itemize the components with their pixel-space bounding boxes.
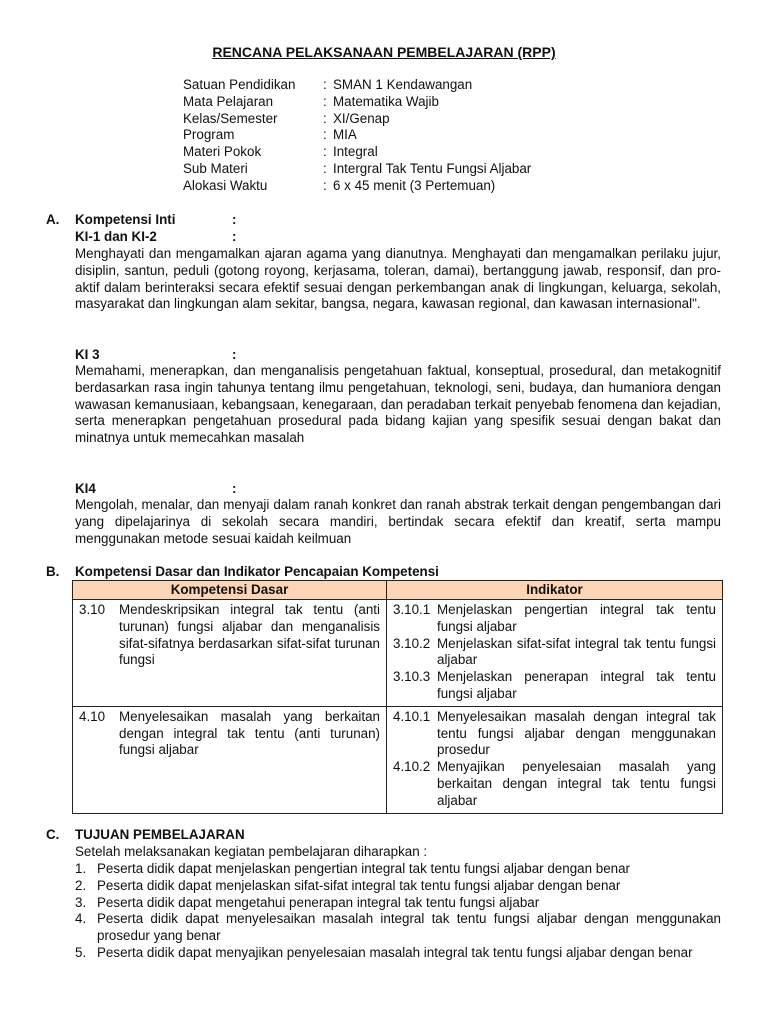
- indicator-text: Menjelaskan pengertian integral tak tentu fungsi aljabar: [437, 602, 716, 634]
- ki4-text: Mengolah, menalar, dan menyaji dalam ranah konkret dan ranah abstrak terkait dengan pengembangan dari yang dipelajarinya di sekolah secara mandiri, bertindak secara efektif dan kreatif, serta mampu menggunakan metode sesuai kaidah keilmuan: [75, 497, 721, 546]
- identity-row: [183, 94, 531, 111]
- indicator-text: Menjelaskan sifat-sifat integral tak tentu fungsi aljabar: [437, 635, 716, 668]
- identity-row: [183, 77, 531, 94]
- heading-colon: :: [232, 229, 237, 244]
- kd-cell: [73, 706, 387, 813]
- ki12-text: Menghayati dan mengamalkan ajaran agama yang dianutnya. Menghayati dan mengamalkan perilaku jujur, disiplin, santun, peduli (gotong royong, kerjasama, toleran, damai), bertanggung jawab, responsif, dan pro-aktif dalam berinteraksi secara efektif sesuai dengan perkembangan anak di lingkungan, keluarga, sekolah, masyarakat dan lingkungan alam sekitar, bangsa, negara, kawasan regional, dan kawasan internasional".: [75, 246, 721, 312]
- identity-colon: :: [323, 93, 327, 109]
- list-item: [75, 895, 721, 912]
- kd-text: Mendeskripsikan integral tak tentu (anti turunan) fungsi aljabar dan menganalisis sifat-sifatnya berdasarkan sifat-sifat turunan fungsi: [119, 602, 380, 668]
- indicator-item: [393, 759, 716, 809]
- ki4-heading: [75, 481, 236, 498]
- table-row: [73, 706, 723, 813]
- ki3-label: KI 3: [75, 347, 100, 362]
- identity-block: [183, 77, 531, 195]
- kd-number: 3.10: [79, 602, 106, 617]
- indicator-text: Menyajikan penyelesaian masalah yang berkaitan dengan integral tak tentu fungsi aljabar: [437, 759, 716, 808]
- kd-cell: [73, 600, 387, 707]
- indicator-item: [393, 709, 716, 759]
- list-number: 4.: [75, 911, 87, 927]
- kd-text: Menyelesaikan masalah yang berkaitan dengan integral tak tentu (anti turunan) fungsi aljabar: [119, 708, 380, 758]
- section-title: Kompetensi Dasar dan Indikator Pencapaian Kompetensi: [75, 564, 439, 579]
- indicator-number: 3.10.3: [393, 669, 431, 685]
- identity-row: [183, 144, 531, 161]
- section-c-heading: [46, 827, 245, 844]
- indicator-number: 3.10.2: [393, 635, 431, 651]
- competency-table: [72, 580, 722, 814]
- list-text: Peserta didik dapat menjelaskan pengertian integral tak tentu fungsi aljabar dengan benar: [97, 861, 631, 876]
- identity-label: Sub Materi: [183, 160, 248, 176]
- section-letter: C.: [46, 827, 60, 842]
- list-item: [75, 861, 721, 878]
- heading-colon: :: [232, 212, 237, 227]
- indicator-text: Menyelesaikan masalah dengan integral tak tentu fungsi aljabar dengan menggunakan prosedur: [437, 708, 716, 758]
- identity-value: Integral: [333, 144, 378, 160]
- indicator-cell: [387, 600, 723, 707]
- ki12-heading: [75, 229, 236, 246]
- indicator-number: 3.10.1: [393, 602, 431, 617]
- indicator-number: 4.10.2: [393, 759, 431, 775]
- identity-label: Mata Pelajaran: [183, 93, 274, 109]
- identity-row: [183, 127, 531, 144]
- list-item: [75, 911, 721, 945]
- indicator-item: [393, 669, 716, 703]
- identity-label: Kelas/Semester: [183, 110, 278, 126]
- indicator-number: 4.10.1: [393, 708, 431, 724]
- identity-value: 6 x 45 menit (3 Pertemuan): [333, 177, 496, 193]
- identity-label: Satuan Pendidikan: [183, 77, 296, 92]
- identity-colon: :: [323, 110, 327, 126]
- identity-colon: :: [323, 160, 327, 176]
- indicator-text: Menjelaskan penerapan integral tak tentu fungsi aljabar: [437, 669, 716, 701]
- list-text: Peserta didik dapat menjelaskan sifat-sifat integral tak tentu fungsi aljabar dengan benar: [97, 877, 621, 893]
- list-number: 1.: [75, 861, 87, 876]
- identity-value: SMAN 1 Kendawangan: [333, 77, 473, 92]
- heading-colon: :: [232, 481, 237, 496]
- identity-row: [183, 161, 531, 178]
- col-header-kd: Kompetensi Dasar: [73, 581, 387, 600]
- identity-colon: :: [323, 144, 327, 160]
- ki3-heading: [75, 347, 236, 364]
- section-title: TUJUAN PEMBELAJARAN: [75, 827, 245, 842]
- list-text: Peserta didik dapat mengetahui penerapan integral tak tentu fungsi aljabar: [97, 894, 540, 910]
- section-letter: B.: [46, 564, 60, 579]
- list-text: Peserta didik dapat menyelesaikan masalah integral tak tentu fungsi aljabar dengan menggunakan prosedur yang benar: [97, 911, 721, 944]
- identity-value: Matematika Wajib: [333, 93, 439, 109]
- section-title: Kompetensi Inti: [75, 212, 176, 227]
- identity-colon: :: [323, 177, 327, 193]
- list-text: Peserta didik dapat menyajikan penyelesaian masalah integral tak tentu fungsi aljabar dengan benar: [97, 944, 693, 960]
- indicator-item: [393, 602, 716, 636]
- table-row: [73, 600, 723, 707]
- identity-colon: :: [323, 77, 327, 92]
- list-item: [75, 945, 721, 962]
- section-letter: A.: [46, 212, 60, 227]
- kd-number: 4.10: [79, 708, 106, 724]
- ki3-text: Memahami, menerapkan, dan menganalisis pengetahuan faktual, konseptual, prosedural, dan metakognitif berdasarkan rasa ingin tahunya tentang ilmu pengetahuan, teknologi, seni, budaya, dan humaniora dengan wawasan kemanusiaan, kebangsaan, kenegaraan, dan peradaban terkait penyebab fenomena dan kejadian, serta menerapkan pengetahuan prosedural pada bidang kajian yang spesifik sesuai dengan bakat dan minatnya untuk memecahkan masalah: [75, 363, 721, 446]
- identity-label: Program: [183, 127, 235, 143]
- heading-colon: :: [232, 347, 237, 362]
- section-a-heading: [46, 212, 236, 229]
- identity-value: MIA: [333, 127, 357, 143]
- identity-colon: :: [323, 127, 327, 143]
- ki4-label: KI4: [75, 481, 96, 496]
- identity-row: [183, 178, 531, 195]
- objectives-intro: Setelah melaksanakan kegiatan pembelajaran diharapkan :: [75, 844, 428, 859]
- identity-row: [183, 111, 531, 128]
- objectives-list: [75, 861, 721, 962]
- table-header-row: [73, 581, 723, 600]
- list-number: 3.: [75, 894, 87, 910]
- identity-value: Intergral Tak Tentu Fungsi Aljabar: [333, 160, 532, 176]
- list-number: 2.: [75, 877, 87, 893]
- identity-value: XI/Genap: [333, 110, 390, 126]
- list-item: [75, 878, 721, 895]
- section-b-heading: [46, 564, 439, 581]
- indicator-cell: [387, 706, 723, 813]
- identity-label: Alokasi Waktu: [183, 177, 268, 193]
- identity-label: Materi Pokok: [183, 144, 262, 160]
- list-number: 5.: [75, 944, 87, 960]
- ki12-label: KI-1 dan KI-2: [75, 229, 157, 244]
- indicator-item: [393, 636, 716, 670]
- col-header-indicator: Indikator: [387, 581, 723, 600]
- document-title: RENCANA PELAKSANAAN PEMBELAJARAN (RPP): [212, 44, 556, 60]
